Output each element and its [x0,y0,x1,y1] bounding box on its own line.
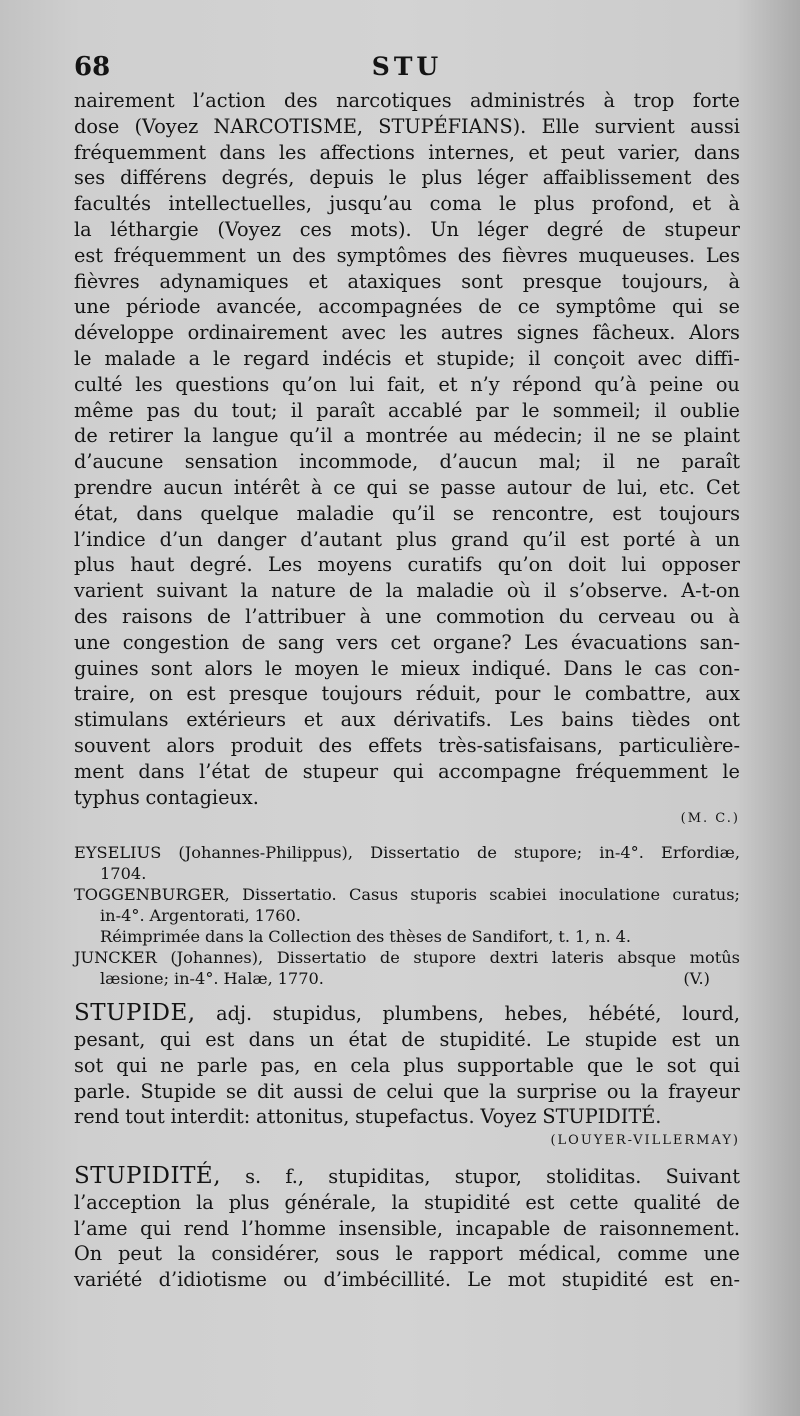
text-line: même pas du tout; il paraît accablé par le sommeil; il oublie [74,398,740,422]
dictionary-entry [74,1164,740,1293]
text-line: plus haut degré. Les moyens curatifs qu’on doit lui opposer [74,553,740,577]
text-line: une congestion de sang vers cet organe? Les évacuations san- [74,630,740,654]
text-line: l’indice d’un danger d’autant plus grand qu’il est porté à un [74,527,740,551]
text-line: d’aucune sensation incommode, d’aucun mal; il ne paraît [74,450,740,474]
text-line: fièvres adynamiques et ataxiques sont presque toujours, à [74,269,740,293]
text-line: ment dans l’état de stupeur qui accompagne fréquemment le [74,759,740,783]
bibliography-entry [74,947,740,989]
text-line: est fréquemment un des symptômes des fièvres muqueuses. Les [74,243,740,267]
text-line: souvent alors produit des effets très-satisfaisans, particulière- [74,733,740,757]
entry-line: l’ame qui rend l’homme insensible, incapable de raisonnement. [74,1216,740,1240]
text-line: prendre aucun intérêt à ce qui se passe autour de lui, etc. Cet [74,475,740,499]
text-line: guines sont alors le moyen le mieux indiqué. Dans le cas con- [74,656,740,680]
text-line: des raisons de l’attribuer à une commotion du cerveau ou à [74,604,740,628]
entry-line: On peut la considérer, sous le rapport médical, comme une [74,1242,740,1266]
dictionary-entries [74,1001,740,1293]
text-line: la léthargie (Voyez ces mots). Un léger degré de stupeur [74,217,740,241]
entry-line: pesant, qui est dans un état de stupidité. Le stupide est un [74,1027,740,1051]
reference-line: Réimprimée dans la Collection des thèses de Sandifort, t. 1, n. 4. [100,927,632,947]
bibliography-entry [74,926,740,947]
text-line: dose (Voyez NARCOTISME, STUPÉFIANS). Elle survient aussi [74,114,740,138]
reference-line: EYSELIUS (Johannes-Philippus), Dissertatio de stupore; in-4°. Erfordiæ, [74,843,740,863]
bibliography [74,842,740,989]
text-line: de retirer la langue qu’il a montrée au médecin; il ne se plaint [74,424,740,448]
entry-line: STUPIDITÉ, s. f., stupiditas, stupor, stoliditas. Suivant [74,1163,740,1190]
text-line: une période avancée, accompagnées de ce symptôme qui se [74,295,740,319]
text-line: stimulans extérieurs et aux dérivatifs. Les bains tièdes ont [74,708,740,732]
entry-line: l’acception la plus générale, la stupidité est cette qualité de [74,1190,740,1214]
entry-headword: STUPIDITÉ, [74,1163,222,1190]
reference-tag: (V.) [683,969,710,989]
running-head: STU [371,52,443,81]
text-line: nairement l’action des narcotiques administrés à trop forte [74,89,740,112]
text-line: développe ordinairement avec les autres signes fâcheux. Alors [74,321,740,345]
entry-headword: STUPIDE, [74,1000,196,1027]
text-line: ses différens degrés, depuis le plus léger affaiblissement des [74,166,740,190]
reference-line: 1704. [100,864,147,884]
text-line: culté les questions qu’on lui fait, et n’y répond qu’à peine ou [74,372,740,396]
bibliography-entry [74,884,740,926]
entry-line: variété d’idiotisme ou d’imbécillité. Le mot stupidité est en- [74,1268,740,1292]
article-signature: (M. C.) [680,811,740,827]
entry-line: rend tout interdit: attonitus, stupefactus. Voyez STUPIDITÉ. [74,1105,662,1129]
reference-line: læsione; in-4°. Halæ, 1770. (V.) [74,968,740,989]
entry-author: (LOUYER-VILLERMAY) [550,1133,740,1149]
main-text [74,88,740,1293]
text-line: facultés intellectuelles, jusqu’au coma le plus profond, et à [74,192,740,216]
entry-line: parle. Stupide se dit aussi de celui que la surprise ou la frayeur [74,1079,740,1103]
text-line: le malade a le regard indécis et stupide; il conçoit avec diffi- [74,346,740,370]
article-paragraph [74,88,740,810]
text-line: typhus contagieux. [74,785,259,809]
reference-line: TOGGENBURGER, Dissertatio. Casus stuporis scabiei inoculatione curatus; [74,885,740,905]
page-header [74,48,740,82]
entry-line: sot qui ne parle pas, en cela plus supportable que le sot qui [74,1053,740,1077]
entry-line: STUPIDE, adj. stupidus, plumbens, hebes, hébété, lourd, [74,1000,740,1027]
bibliography-entry [74,842,740,884]
reference-line: in-4°. Argentorati, 1760. [100,906,301,926]
reference-line: JUNCKER (Johannes), Dissertatio de stupore dextri lateris absque motûs [74,948,740,968]
text-line: traire, on est presque toujours réduit, pour le combattre, aux [74,682,740,706]
dictionary-entry [74,1001,740,1152]
text-line: varient suivant la nature de la maladie où il s’observe. A-t-on [74,579,740,603]
page-number: 68 [74,52,111,82]
text-line: état, dans quelque maladie qu’il se rencontre, est toujours [74,501,740,525]
text-line: fréquemment dans les affections internes, et peut varier, dans [74,140,740,164]
